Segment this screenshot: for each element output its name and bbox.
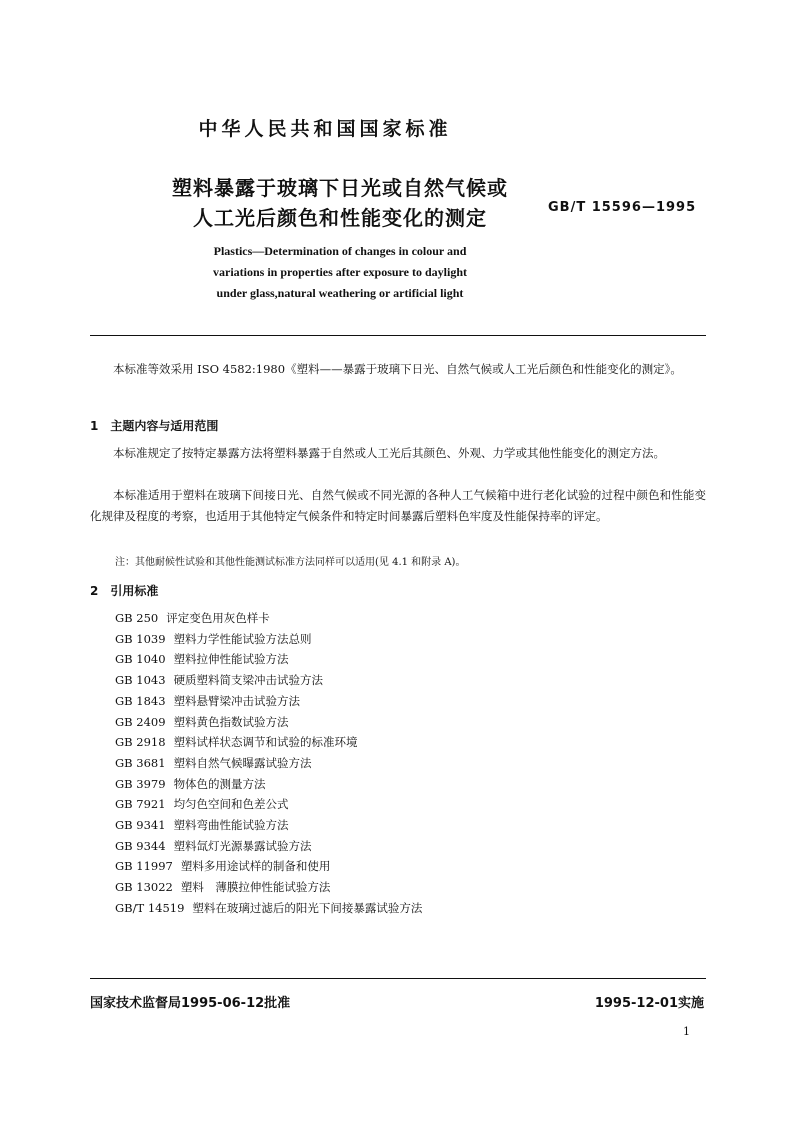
reference-code: GB 9344	[115, 838, 166, 853]
reference-code: GB 1039	[115, 631, 166, 646]
title-en-line-3: under glass,natural weathering or artificial light	[216, 286, 464, 300]
reference-item	[115, 794, 289, 814]
reference-title: 塑料氙灯光源暴露试验方法	[173, 838, 312, 853]
reference-title: 物体色的测量方法	[173, 776, 266, 791]
reference-item	[115, 670, 323, 690]
section-1-heading: 1 主题内容与适用范围	[90, 419, 219, 433]
intro-paragraph: 本标准等效采用 ISO 4582:1980《塑料——暴露于玻璃下日光、自然气候或人工光后颜色和性能变化的测定》。	[113, 362, 682, 376]
reference-code: GB 1040	[115, 652, 166, 667]
footer-divider	[90, 978, 706, 979]
reference-code: GB/T 14519	[115, 900, 185, 915]
reference-title: 评定变色用灰色样卡	[166, 611, 270, 625]
reference-item	[115, 608, 270, 628]
reference-item	[115, 629, 312, 649]
reference-item	[115, 856, 330, 876]
reference-item	[115, 877, 330, 897]
title-en-line-2: variations in properties after exposure to daylight	[213, 265, 467, 279]
reference-title: 塑料力学性能试验方法总则	[173, 631, 312, 646]
reference-code: GB 13022	[115, 880, 173, 895]
section-1-paragraph-1: 本标准规定了按特定暴露方法将塑料暴露于自然或人工光后其颜色、外观、力学或其他性能变化的测定方法。	[113, 446, 665, 460]
reference-code: GB 7921	[115, 797, 166, 812]
section-2-heading: 2 引用标准	[90, 584, 159, 598]
reference-item	[115, 836, 312, 856]
title-en-line-1: Plastics—Determination of changes in colour and	[213, 244, 467, 258]
reference-code: GB 2918	[115, 735, 166, 750]
section-1-paragraph-2: 本标准适用于塑料在玻璃下间接日光、自然气候或不同光源的各种人工气候箱中进行老化试验的过程中颜色和性能变化规律及程度的考察，也适用于其他特定气候条件和特定时间暴露后塑料色牢度及性能保持率的评定。	[90, 488, 706, 523]
reference-item	[115, 898, 422, 918]
reference-code: GB 3979	[115, 776, 166, 791]
reference-item	[115, 815, 289, 835]
page-number: 1	[683, 1025, 690, 1038]
reference-title: 塑料多用途试样的制备和使用	[180, 859, 331, 874]
section-1-note: 注：其他耐候性试验和其他性能测试标准方法同样可以适用(见 4.1 和附录 A)。	[115, 557, 466, 568]
effective-date: 1995-12-01实施	[594, 996, 704, 1011]
reference-title: 塑料在玻璃过滤后的阳光下间接暴露试验方法	[192, 900, 423, 915]
reference-code: GB 2409	[115, 714, 166, 729]
reference-title: 硬质塑料简支梁冲击试验方法	[173, 673, 324, 688]
reference-item	[115, 691, 300, 711]
reference-title: 塑料试样状态调节和试验的标准环境	[173, 735, 358, 750]
reference-item	[115, 753, 312, 773]
reference-code: GB 11997	[115, 859, 173, 874]
reference-title: 塑料拉伸性能试验方法	[173, 652, 289, 667]
reference-title: 均匀色空间和色差公式	[173, 797, 289, 812]
issuing-authority-heading: 中华人民共和国国家标准	[198, 118, 452, 140]
reference-title: 塑料弯曲性能试验方法	[173, 818, 289, 832]
reference-title: 塑料自然气候曝露试验方法	[173, 755, 312, 770]
reference-title: 塑料黄色指数试验方法	[173, 714, 289, 729]
reference-item	[115, 649, 289, 669]
reference-item	[115, 712, 289, 732]
reference-code: GB 250	[115, 611, 159, 625]
title-cn-line-1: 塑料暴露于玻璃下日光或自然气候或	[172, 176, 508, 200]
reference-code: GB 1843	[115, 693, 166, 708]
standard-number: GB/T 15596—1995	[548, 200, 697, 215]
reference-title: 塑料 薄膜拉伸性能试验方法	[180, 880, 331, 895]
reference-item	[115, 774, 266, 794]
reference-code: GB 1043	[115, 673, 166, 688]
reference-code: GB 3681	[115, 755, 166, 770]
approval-line: 国家技术监督局1995-06-12批准	[90, 996, 291, 1011]
reference-code: GB 9341	[115, 818, 166, 832]
title-cn-line-2: 人工光后颜色和性能变化的测定	[193, 206, 487, 230]
reference-item	[115, 732, 358, 752]
header-divider	[90, 335, 706, 336]
reference-title: 塑料悬臂梁冲击试验方法	[173, 693, 301, 708]
